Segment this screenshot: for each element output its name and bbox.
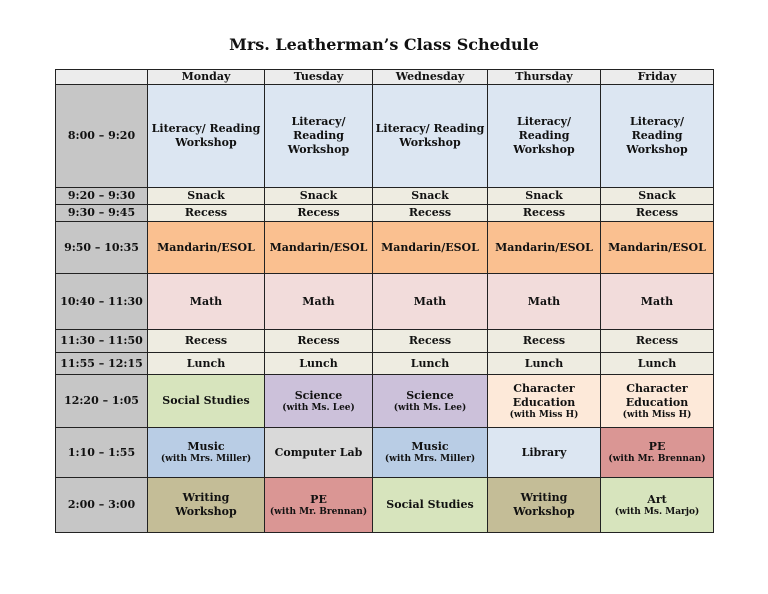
subject-label: Snack <box>638 189 676 202</box>
subject-label: Library <box>521 445 567 459</box>
subject-label: Writing Workshop <box>513 491 575 518</box>
subject-label: Mandarin/ESOL <box>157 240 255 254</box>
schedule-table <box>55 69 714 533</box>
subject-label: Math <box>302 294 335 308</box>
schedule-cell <box>265 188 373 205</box>
schedule-cell <box>265 375 373 428</box>
subject-label: Math <box>189 294 223 308</box>
schedule-cell <box>148 222 265 274</box>
day-header-tuesday: Tuesday <box>265 70 373 85</box>
schedule-cell <box>148 85 265 188</box>
subject-label: Literacy/ Reading Workshop <box>626 115 688 156</box>
schedule-cell <box>265 205 373 222</box>
subject-label: Recess <box>184 206 228 219</box>
teacher-note: (with Ms. Lee) <box>393 402 467 413</box>
schedule-cell <box>601 353 714 375</box>
schedule-cell <box>488 222 601 274</box>
schedule-cell <box>373 428 488 478</box>
subject-label: Recess <box>635 206 679 219</box>
teacher-note: (with Ms. Lee) <box>282 402 355 413</box>
subject-label: Snack <box>299 189 338 202</box>
subject-label: Literacy/ Reading Workshop <box>513 115 575 156</box>
schedule-cell <box>265 330 373 353</box>
subject-label: Recess <box>297 206 340 219</box>
schedule-cell <box>373 188 488 205</box>
subject-label: Character Education <box>512 381 576 409</box>
schedule-row <box>56 188 714 205</box>
subject-label: Recess <box>297 334 340 347</box>
schedule-cell <box>488 274 601 330</box>
subject-label: Recess <box>408 206 452 219</box>
schedule-row <box>56 205 714 222</box>
subject-label: Social Studies <box>386 498 474 511</box>
time-slot-cell: 1:10 – 1:55 <box>56 428 148 478</box>
subject-label: Lunch <box>524 356 564 370</box>
schedule-cell <box>601 428 714 478</box>
subject-label: Snack <box>411 189 449 202</box>
schedule-cell <box>148 274 265 330</box>
subject-label: Art <box>647 492 667 506</box>
subject-label: Recess <box>408 334 452 347</box>
subject-label: Social Studies <box>162 394 250 407</box>
teacher-note: (with Mr. Brennan) <box>608 454 706 464</box>
subject-label: Music <box>411 440 449 453</box>
time-slot-cell: 12:20 – 1:05 <box>56 375 148 428</box>
schedule-cell <box>148 205 265 222</box>
schedule-cell <box>601 375 714 428</box>
schedule-cell <box>148 375 265 428</box>
schedule-row <box>56 375 714 428</box>
subject-label: Mandarin/ESOL <box>495 240 593 254</box>
subject-label: Lunch <box>410 356 450 370</box>
header-row <box>56 70 714 85</box>
schedule-cell <box>601 330 714 353</box>
subject-label: Music <box>187 440 225 453</box>
schedule-cell <box>601 222 714 274</box>
subject-label: Literacy/ Reading Workshop <box>287 115 350 156</box>
teacher-note: (with Ms. Marjo) <box>614 506 700 517</box>
page-title: Mrs. Leatherman’s Class Schedule <box>229 35 539 54</box>
subject-label: Science <box>406 388 454 402</box>
subject-label: Mandarin/ESOL <box>608 240 706 254</box>
schedule-cell <box>265 353 373 375</box>
subject-label: Snack <box>525 189 563 202</box>
time-slot-cell: 11:55 – 12:15 <box>56 353 148 375</box>
subject-label: Math <box>527 294 561 308</box>
subject-label: Computer Lab <box>274 445 363 459</box>
schedule-cell <box>373 478 488 533</box>
subject-label: Recess <box>635 334 679 347</box>
schedule-cell <box>373 274 488 330</box>
time-slot-cell: 9:20 – 9:30 <box>56 188 148 205</box>
teacher-note: (with Mr. Brennan) <box>269 506 368 517</box>
subject-label: Math <box>640 294 674 308</box>
schedule-cell <box>488 353 601 375</box>
corner-cell <box>56 70 148 85</box>
schedule-cell <box>265 478 373 533</box>
time-slot-cell: 9:50 – 10:35 <box>56 222 148 274</box>
day-header-monday: Monday <box>148 70 265 85</box>
subject-label: Recess <box>522 334 566 347</box>
time-slot-cell: 11:30 – 11:50 <box>56 330 148 353</box>
subject-label: Recess <box>522 206 566 219</box>
teacher-note: (with Mrs. Miller) <box>384 454 476 464</box>
schedule-cell <box>373 375 488 428</box>
schedule-cell <box>601 188 714 205</box>
schedule-cell <box>488 330 601 353</box>
schedule-cell <box>265 274 373 330</box>
subject-label: Recess <box>184 334 228 347</box>
schedule-cell <box>488 205 601 222</box>
schedule-cell <box>601 205 714 222</box>
schedule-row <box>56 222 714 274</box>
subject-label: Writing Workshop <box>175 491 237 518</box>
schedule-cell <box>488 85 601 188</box>
subject-label: PE <box>648 440 666 453</box>
schedule-cell <box>265 222 373 274</box>
subject-label: Snack <box>187 189 225 202</box>
schedule-cell <box>148 428 265 478</box>
schedule-row <box>56 353 714 375</box>
time-slot-cell: 2:00 – 3:00 <box>56 478 148 533</box>
schedule-row <box>56 85 714 188</box>
subject-label: Mandarin/ESOL <box>269 240 368 254</box>
day-header-thursday: Thursday <box>488 70 601 85</box>
schedule-cell <box>148 353 265 375</box>
schedule-cell <box>373 353 488 375</box>
schedule-cell <box>373 330 488 353</box>
schedule-cell <box>373 85 488 188</box>
schedule-row <box>56 428 714 478</box>
subject-label: Science <box>294 388 343 402</box>
schedule-cell <box>488 375 601 428</box>
schedule-cell <box>148 188 265 205</box>
schedule-cell <box>488 478 601 533</box>
schedule-cell <box>601 85 714 188</box>
schedule-cell <box>373 222 488 274</box>
schedule-cell <box>373 205 488 222</box>
subject-label: Lunch <box>299 356 338 370</box>
schedule-row <box>56 330 714 353</box>
time-slot-cell: 10:40 – 11:30 <box>56 274 148 330</box>
teacher-note: (with Miss H) <box>509 409 579 420</box>
schedule-cell <box>265 85 373 188</box>
subject-label: Literacy/ Reading Workshop <box>375 122 485 149</box>
schedule-cell <box>601 274 714 330</box>
schedule-cell <box>488 428 601 478</box>
day-header-wednesday: Wednesday <box>373 70 488 85</box>
schedule-row <box>56 478 714 533</box>
subject-label: PE <box>310 492 327 506</box>
schedule-cell <box>601 478 714 533</box>
schedule-cell <box>265 428 373 478</box>
time-slot-cell: 9:30 – 9:45 <box>56 205 148 222</box>
time-slot-cell: 8:00 – 9:20 <box>56 85 148 188</box>
schedule-row <box>56 274 714 330</box>
subject-label: Mandarin/ESOL <box>381 240 479 254</box>
subject-label: Character Education <box>625 381 689 409</box>
subject-label: Literacy/ Reading Workshop <box>151 122 261 149</box>
schedule-cell <box>488 188 601 205</box>
teacher-note: (with Miss H) <box>622 409 692 420</box>
day-header-friday: Friday <box>601 70 714 85</box>
schedule-cell <box>148 330 265 353</box>
subject-label: Math <box>413 294 447 308</box>
subject-label: Lunch <box>186 356 226 370</box>
subject-label: Lunch <box>637 356 677 370</box>
schedule-cell <box>148 478 265 533</box>
teacher-note: (with Mrs. Miller) <box>160 454 252 464</box>
